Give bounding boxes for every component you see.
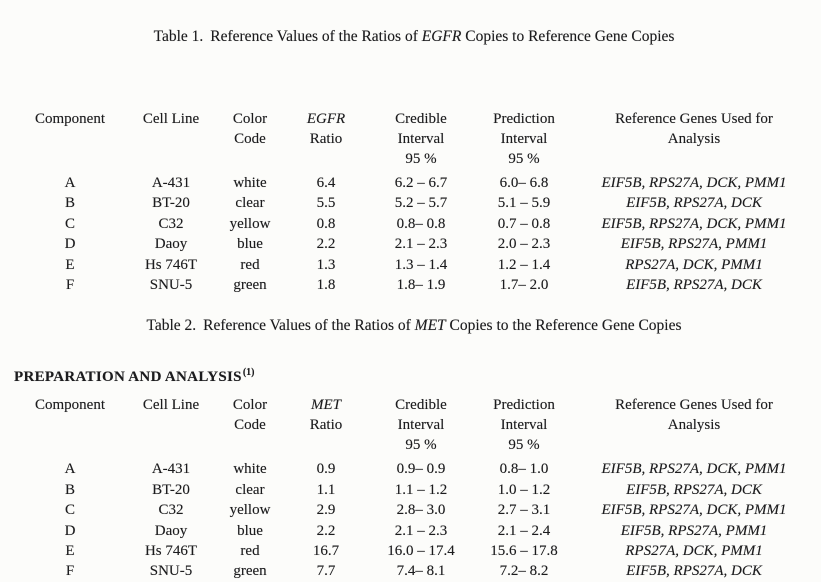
cell-genes: EIF5B, RPS27A, DCK, PMM1: [601, 175, 787, 191]
column-header-line: Analysis: [667, 131, 721, 147]
cell-genes: EIF5B, RPS27A, DCK, PMM1: [601, 461, 787, 478]
column-header-line: Cell Line: [142, 111, 200, 127]
column-header-color-code: [216, 395, 284, 459]
cell-credible: 1.8– 1.9: [396, 277, 446, 294]
cell-color-code: red: [240, 256, 260, 273]
cell-color-code: yellow: [229, 502, 271, 519]
column-header-line: Interval: [397, 131, 445, 147]
cell-prediction: 0.7 – 0.8: [497, 215, 551, 232]
table2-title-number: Table 2.: [146, 317, 197, 335]
cell-component: A: [64, 175, 76, 191]
column-header-line: MET: [311, 397, 341, 414]
cell-color-code: clear: [235, 195, 265, 212]
column-header-line: Interval: [397, 417, 445, 434]
cell-component: B: [64, 195, 75, 212]
cell-component: F: [65, 277, 75, 294]
cell-ratio: 0.9: [316, 461, 336, 478]
table-row: [14, 173, 814, 193]
column-header-line: 95 %: [405, 437, 437, 454]
cell-credible: 1.1 – 1.2: [394, 481, 448, 498]
column-header-reference-genes: [574, 109, 814, 173]
table1-title-tail: Copies to Reference Gene Copies: [465, 28, 675, 45]
cell-prediction: 2.1 – 2.4: [497, 522, 551, 539]
table2-title-text: Reference Values of the Ratios of: [203, 317, 411, 335]
cell-genes: EIF5B, RPS27A, DCK: [626, 563, 762, 580]
cell-credible: 2.8– 3.0: [396, 502, 446, 519]
cell-cell-line: A-431: [151, 175, 191, 191]
cell-genes: EIF5B, RPS27A, DCK, PMM1: [601, 215, 787, 232]
cell-cell-line: Hs 746T: [144, 256, 198, 273]
cell-ratio: 0.8: [316, 215, 336, 232]
cell-genes: EIF5B, RPS27A, PMM1: [620, 236, 768, 253]
column-header-ratio: [284, 109, 368, 173]
column-header-cell-line: [126, 395, 216, 459]
cell-ratio: 2.2: [316, 522, 336, 539]
table-met-ratios: [14, 395, 814, 581]
cell-color-code: green: [233, 277, 267, 294]
table-row: [14, 255, 814, 275]
cell-component: F: [65, 563, 75, 580]
table1-title-text: Reference Values of the Ratios of: [210, 28, 418, 45]
cell-genes: RPS27A, DCK, PMM1: [625, 256, 763, 273]
column-header-line: 95 %: [405, 151, 437, 167]
cell-component: C: [64, 502, 75, 519]
column-header-component: [14, 395, 126, 459]
table-row: [14, 459, 814, 479]
header-row: [14, 109, 814, 173]
cell-credible: 7.4– 8.1: [396, 563, 446, 580]
cell-ratio: 7.7: [316, 563, 336, 580]
column-header-line: EGFR: [306, 111, 346, 127]
column-header-line: Component: [35, 397, 105, 414]
cell-cell-line: Daoy: [154, 236, 188, 253]
column-header-line: Interval: [500, 417, 548, 434]
column-header-color-code: [216, 109, 284, 173]
footnote-reference: (1): [242, 367, 255, 379]
table-row: [14, 193, 814, 213]
cell-cell-line: A-431: [151, 461, 191, 478]
column-header-line: Reference Genes Used for: [615, 397, 773, 414]
column-header-line: Ratio: [309, 131, 343, 147]
column-header-line: Prediction: [493, 111, 555, 127]
column-header-line: Prediction: [493, 397, 555, 414]
cell-cell-line: Daoy: [154, 522, 188, 539]
cell-color-code: blue: [237, 522, 263, 539]
cell-cell-line: Hs 746T: [144, 543, 198, 560]
column-header-prediction-interval: [474, 395, 574, 459]
cell-ratio: 1.8: [316, 277, 336, 294]
table-row: [14, 541, 814, 561]
table-row: [14, 234, 814, 254]
cell-genes: EIF5B, RPS27A, DCK: [626, 481, 762, 498]
cell-ratio: 1.3: [316, 256, 336, 273]
cell-component: A: [64, 461, 76, 478]
cell-component: D: [64, 236, 76, 253]
cell-credible: 6.2 – 6.7: [394, 175, 448, 191]
column-header-line: Credible: [395, 397, 447, 414]
cell-ratio: 5.5: [316, 195, 336, 212]
column-header-reference-genes: [574, 395, 814, 459]
column-header-ratio: [284, 395, 368, 459]
column-header-line: Code: [234, 131, 266, 147]
table2-title: [14, 317, 814, 335]
cell-cell-line: C32: [158, 502, 184, 519]
cell-component: E: [65, 543, 75, 560]
section-heading-preparation-and-analysis: [14, 368, 814, 387]
cell-credible: 2.1 – 2.3: [394, 522, 448, 539]
cell-credible: 0.8– 0.8: [396, 215, 446, 232]
section-heading-text: PREPARATION AND ANALYSIS: [14, 369, 242, 386]
cell-ratio: 2.2: [316, 236, 336, 253]
column-header-line: Reference Genes Used for: [615, 111, 773, 127]
table-egfr-ratios: [14, 109, 814, 295]
table-row: [14, 521, 814, 541]
cell-prediction: 2.7 – 3.1: [497, 502, 551, 519]
column-header-line: Credible: [395, 111, 447, 127]
cell-prediction: 2.0 – 2.3: [497, 236, 551, 253]
cell-credible: 0.9– 0.9: [396, 461, 446, 478]
cell-color-code: clear: [235, 481, 265, 498]
cell-ratio: 6.4: [316, 175, 336, 191]
column-header-prediction-interval: [474, 109, 574, 173]
table-row: [14, 500, 814, 520]
cell-ratio: 16.7: [312, 543, 340, 560]
cell-cell-line: SNU-5: [149, 277, 193, 294]
cell-component: D: [64, 522, 76, 539]
table-row: [14, 480, 814, 500]
column-header-line: Cell Line: [142, 397, 200, 414]
cell-color-code: green: [233, 563, 267, 580]
table2-title-gene: MET: [414, 317, 446, 335]
cell-prediction: 1.7– 2.0: [499, 277, 549, 294]
cell-genes: EIF5B, RPS27A, PMM1: [620, 522, 768, 539]
table-row: [14, 275, 814, 295]
cell-cell-line: C32: [158, 215, 184, 232]
cell-color-code: white: [233, 461, 267, 478]
column-header-line: 95 %: [508, 437, 540, 454]
cell-credible: 5.2 – 5.7: [394, 195, 448, 212]
cell-component: E: [65, 256, 75, 273]
column-header-line: Analysis: [667, 417, 721, 434]
header-row: [14, 395, 814, 459]
cell-genes: EIF5B, RPS27A, DCK: [626, 195, 762, 212]
cell-prediction: 5.1 – 5.9: [497, 195, 551, 212]
cell-cell-line: SNU-5: [149, 563, 193, 580]
cell-cell-line: BT-20: [152, 481, 190, 498]
column-header-credible-interval: [368, 109, 474, 173]
column-header-credible-interval: [368, 395, 474, 459]
cell-prediction: 7.2– 8.2: [499, 563, 549, 580]
table1-title-number: Table 1.: [153, 28, 204, 45]
cell-color-code: blue: [237, 236, 263, 253]
column-header-component: [14, 109, 126, 173]
column-header-line: Color: [232, 397, 268, 414]
cell-cell-line: BT-20: [152, 195, 190, 212]
cell-ratio: 1.1: [316, 481, 336, 498]
cell-credible: 16.0 – 17.4: [387, 543, 455, 560]
cell-color-code: red: [240, 543, 260, 560]
cell-ratio: 2.9: [316, 502, 336, 519]
table2-title-tail: Copies to the Reference Gene Copies: [449, 317, 682, 335]
cell-component: C: [64, 215, 75, 232]
cell-color-code: white: [233, 175, 267, 191]
cell-component: B: [64, 481, 75, 498]
column-header-line: 95 %: [508, 151, 540, 167]
cell-prediction: 1.0 – 1.2: [497, 481, 551, 498]
cell-genes: RPS27A, DCK, PMM1: [625, 543, 763, 560]
cell-prediction: 0.8– 1.0: [499, 461, 549, 478]
cell-credible: 1.3 – 1.4: [394, 256, 448, 273]
column-header-line: Interval: [500, 131, 548, 147]
column-header-line: Component: [35, 111, 105, 127]
table-row: [14, 214, 814, 234]
cell-credible: 2.1 – 2.3: [394, 236, 448, 253]
cell-color-code: yellow: [229, 215, 271, 232]
table-row: [14, 561, 814, 581]
cell-genes: EIF5B, RPS27A, DCK, PMM1: [601, 502, 787, 519]
column-header-line: Code: [234, 417, 266, 434]
table1-title: [14, 28, 814, 46]
column-header-line: Color: [232, 111, 268, 127]
cell-prediction: 6.0– 6.8: [499, 175, 549, 191]
cell-genes: EIF5B, RPS27A, DCK: [626, 277, 762, 294]
table1-title-gene: EGFR: [421, 28, 462, 45]
cell-prediction: 15.6 – 17.8: [490, 543, 558, 560]
cell-prediction: 1.2 – 1.4: [497, 256, 551, 273]
column-header-cell-line: [126, 109, 216, 173]
column-header-line: Ratio: [309, 417, 343, 434]
